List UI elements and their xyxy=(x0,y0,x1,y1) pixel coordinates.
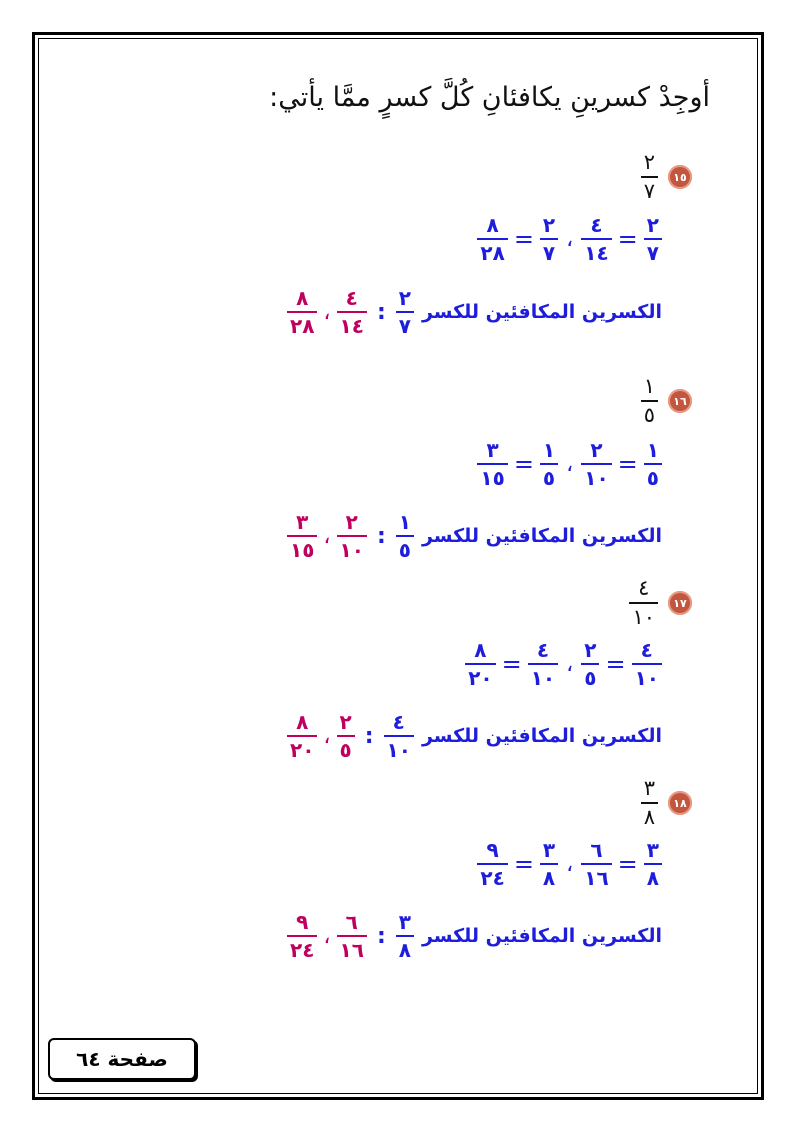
eq1-left-fraction xyxy=(644,840,662,888)
given-fraction-denominator: ٧ xyxy=(641,176,658,202)
answer-fraction-1-denominator: ١٦ xyxy=(337,935,367,960)
eq1-left-fraction-numerator: ١ xyxy=(646,438,659,462)
eq1-left-fraction xyxy=(644,440,662,488)
colon: : xyxy=(376,299,386,325)
given-fraction-denominator: ١٠ xyxy=(629,602,658,628)
comma-separator: ، xyxy=(323,723,331,749)
eq1-left-fraction xyxy=(632,640,662,688)
problem-1-question xyxy=(641,152,692,202)
eq2-left-fraction-numerator: ٣ xyxy=(542,838,556,862)
answer-given-fraction-denominator: ٨ xyxy=(396,935,414,960)
eq1-right-fraction xyxy=(581,215,611,263)
eq1-right-fraction-denominator: ١٦ xyxy=(581,863,611,888)
eq1-left-fraction-denominator: ٨ xyxy=(644,863,662,888)
eq2-right-fraction-numerator: ٨ xyxy=(474,638,487,662)
eq1-right-fraction xyxy=(581,440,611,488)
problem-2-answer xyxy=(287,512,662,560)
problem-3-answer xyxy=(287,712,662,760)
given-fraction-numerator: ١ xyxy=(643,374,655,398)
problem-3-equations xyxy=(465,640,662,688)
eq1-right-fraction-numerator: ٤ xyxy=(590,213,603,237)
equals-sign: = xyxy=(513,225,534,253)
eq2-left-fraction-denominator: ٨ xyxy=(540,863,558,888)
answer-fraction-1-numerator: ٤ xyxy=(345,286,358,310)
given-fraction xyxy=(641,778,658,828)
comma-separator: ، xyxy=(323,523,331,549)
answer-fraction-2-denominator: ٢٤ xyxy=(287,935,317,960)
equals-sign: = xyxy=(513,850,534,878)
eq1-right-fraction xyxy=(581,640,599,688)
answer-fraction-1-numerator: ٦ xyxy=(345,910,358,934)
answer-label: الكسرين المكافئين للكسر xyxy=(421,725,662,747)
equals-sign: = xyxy=(617,850,638,878)
colon: : xyxy=(376,523,386,549)
problem-1-answer xyxy=(287,288,662,336)
answer-given-fraction xyxy=(396,512,414,560)
given-fraction-numerator: ٢ xyxy=(643,150,655,174)
exercise-title: أوجِدْ كسرينِ يكافئانِ كُلَّ كسرٍ ممَّا يأتي: xyxy=(269,82,710,113)
eq2-left-fraction xyxy=(528,640,558,688)
given-fraction-numerator: ٤ xyxy=(638,576,650,600)
eq2-left-fraction-numerator: ٢ xyxy=(542,213,556,237)
eq2-right-fraction xyxy=(465,640,495,688)
problem-4-question xyxy=(641,778,692,828)
eq2-right-fraction xyxy=(477,840,507,888)
answer-fraction-2-numerator: ٩ xyxy=(296,910,309,934)
eq1-left-fraction-denominator: ٥ xyxy=(644,463,662,488)
comma-separator: ، xyxy=(566,851,574,877)
problem-number-badge: ١٥ xyxy=(668,165,692,189)
equals-sign: = xyxy=(617,450,638,478)
answer-given-fraction xyxy=(384,712,414,760)
answer-label: الكسرين المكافئين للكسر xyxy=(421,525,662,547)
eq1-left-fraction-numerator: ٤ xyxy=(640,638,653,662)
eq1-right-fraction-numerator: ٢ xyxy=(590,438,603,462)
answer-fraction-2 xyxy=(287,912,317,960)
comma-separator: ، xyxy=(323,923,331,949)
given-fraction-denominator: ٥ xyxy=(641,400,658,426)
eq2-left-fraction-numerator: ١ xyxy=(542,438,556,462)
eq2-left-fraction-numerator: ٤ xyxy=(536,638,550,662)
eq1-left-fraction-numerator: ٢ xyxy=(646,213,659,237)
eq1-left-fraction-numerator: ٣ xyxy=(646,838,659,862)
answer-label: الكسرين المكافئين للكسر xyxy=(421,925,662,947)
eq1-left-fraction-denominator: ٧ xyxy=(644,238,662,263)
colon: : xyxy=(376,923,386,949)
answer-label: الكسرين المكافئين للكسر xyxy=(421,301,662,323)
eq2-right-fraction-denominator: ٢٠ xyxy=(465,663,495,688)
colon: : xyxy=(364,723,374,749)
page-number-box: صفحة ٦٤ xyxy=(48,1038,196,1080)
answer-fraction-1 xyxy=(337,288,367,336)
given-fraction xyxy=(629,578,658,628)
problem-number-badge: ١٧ xyxy=(668,591,692,615)
answer-fraction-1 xyxy=(337,912,367,960)
eq1-right-fraction-denominator: ١٠ xyxy=(581,463,611,488)
answer-fraction-2-numerator: ٨ xyxy=(296,286,309,310)
eq1-left-fraction xyxy=(644,215,662,263)
eq2-right-fraction xyxy=(477,440,507,488)
answer-fraction-1-denominator: ١٠ xyxy=(337,535,367,560)
eq1-right-fraction-numerator: ٢ xyxy=(584,638,597,662)
answer-given-fraction-numerator: ٤ xyxy=(392,710,405,734)
answer-fraction-1-denominator: ٥ xyxy=(337,735,355,760)
given-fraction-numerator: ٣ xyxy=(643,776,655,800)
comma-separator: ، xyxy=(566,226,574,252)
eq2-left-fraction-denominator: ١٠ xyxy=(528,663,558,688)
answer-fraction-2-denominator: ٢٠ xyxy=(287,735,317,760)
answer-given-fraction-numerator: ٢ xyxy=(398,286,411,310)
eq1-left-fraction-denominator: ١٠ xyxy=(632,663,662,688)
eq2-right-fraction-numerator: ٨ xyxy=(486,213,499,237)
answer-fraction-2 xyxy=(287,712,317,760)
eq2-right-fraction xyxy=(477,215,507,263)
answer-given-fraction-denominator: ٥ xyxy=(396,535,414,560)
problem-4-answer xyxy=(287,912,662,960)
problem-3-question xyxy=(629,578,692,628)
answer-given-fraction-denominator: ٧ xyxy=(396,311,414,336)
answer-given-fraction-denominator: ١٠ xyxy=(384,735,414,760)
answer-fraction-2 xyxy=(287,512,317,560)
eq1-right-fraction xyxy=(581,840,611,888)
eq2-left-fraction-denominator: ٧ xyxy=(540,238,558,263)
answer-fraction-2-numerator: ٣ xyxy=(296,510,309,534)
answer-fraction-2-denominator: ١٥ xyxy=(287,535,317,560)
given-fraction xyxy=(641,152,658,202)
answer-fraction-2-numerator: ٨ xyxy=(296,710,309,734)
equals-sign: = xyxy=(501,650,522,678)
answer-given-fraction-numerator: ٣ xyxy=(398,910,411,934)
eq1-right-fraction-numerator: ٦ xyxy=(590,838,603,862)
problem-number-badge: ١٦ xyxy=(668,389,692,413)
answer-given-fraction xyxy=(396,912,414,960)
eq2-right-fraction-denominator: ٢٤ xyxy=(477,863,507,888)
comma-separator: ، xyxy=(566,451,574,477)
answer-fraction-2 xyxy=(287,288,317,336)
answer-fraction-1-numerator: ٢ xyxy=(339,710,352,734)
eq2-left-fraction xyxy=(540,440,558,488)
problem-number-badge: ١٨ xyxy=(668,791,692,815)
comma-separator: ، xyxy=(323,299,331,325)
eq2-right-fraction-numerator: ٣ xyxy=(486,438,499,462)
eq2-right-fraction-denominator: ١٥ xyxy=(477,463,507,488)
problem-1-equations xyxy=(477,215,662,263)
given-fraction-denominator: ٨ xyxy=(641,802,658,828)
answer-fraction-1-numerator: ٢ xyxy=(345,510,358,534)
eq1-right-fraction-denominator: ٥ xyxy=(581,663,599,688)
problem-4-equations xyxy=(477,840,662,888)
answer-fraction-1-denominator: ١٤ xyxy=(337,311,367,336)
eq2-left-fraction-denominator: ٥ xyxy=(540,463,558,488)
answer-fraction-2-denominator: ٢٨ xyxy=(287,311,317,336)
eq1-right-fraction-denominator: ١٤ xyxy=(581,238,611,263)
comma-separator: ، xyxy=(566,651,574,677)
equals-sign: = xyxy=(617,225,638,253)
equals-sign: = xyxy=(605,650,626,678)
answer-given-fraction-numerator: ١ xyxy=(398,510,411,534)
eq2-right-fraction-denominator: ٢٨ xyxy=(477,238,507,263)
eq2-left-fraction xyxy=(540,215,558,263)
problem-2-question xyxy=(641,376,692,426)
given-fraction xyxy=(641,376,658,426)
answer-fraction-1 xyxy=(337,712,355,760)
problem-2-equations xyxy=(477,440,662,488)
equals-sign: = xyxy=(513,450,534,478)
answer-fraction-1 xyxy=(337,512,367,560)
eq2-right-fraction-numerator: ٩ xyxy=(486,838,499,862)
eq2-left-fraction xyxy=(540,840,558,888)
answer-given-fraction xyxy=(396,288,414,336)
